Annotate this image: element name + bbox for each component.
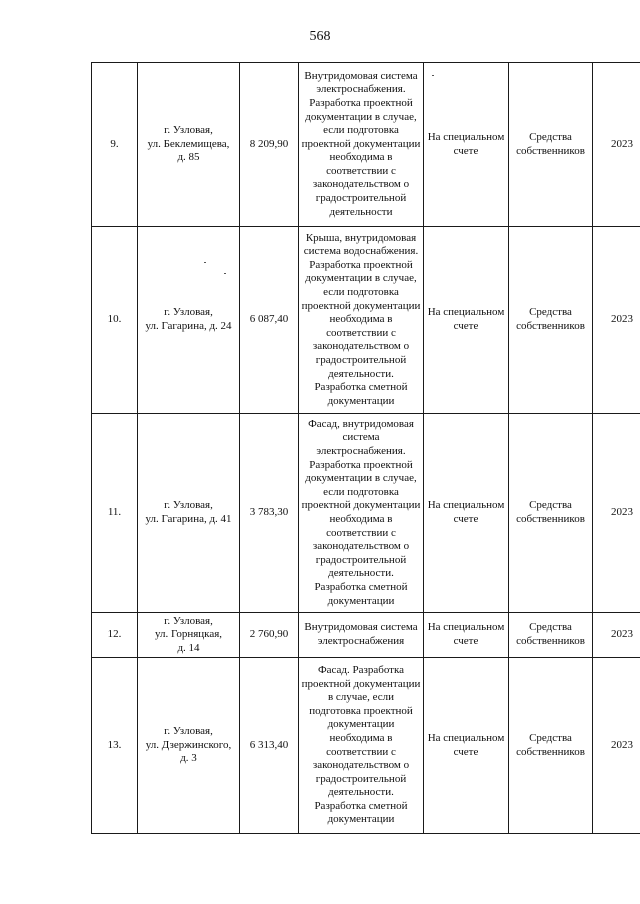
- year-cell: 2023: [593, 63, 640, 227]
- account-type-cell: На специальном счете: [424, 613, 509, 658]
- row-number: 12.: [92, 613, 138, 658]
- cost-cell: 6 313,40: [240, 658, 299, 834]
- funding-source-cell: Средства собственников: [509, 63, 593, 227]
- address-cell: г. Узловая, ул. Беклемищева, д. 85: [138, 63, 240, 227]
- cost-cell: 2 760,90: [240, 613, 299, 658]
- year-cell: 2023: [593, 658, 640, 834]
- scan-speck: [224, 273, 226, 274]
- scan-speck: [204, 262, 206, 263]
- address-cell: г. Узловая, ул. Горняцкая, д. 14: [138, 613, 240, 658]
- row-number: 10.: [92, 227, 138, 414]
- repair-schedule-table: [91, 62, 640, 834]
- account-type-cell: На специальном счете: [424, 414, 509, 613]
- account-type-cell: На специальном счете: [424, 227, 509, 414]
- account-type-cell: На специальном счете: [424, 63, 509, 227]
- table-row: [92, 613, 640, 658]
- cost-cell: 6 087,40: [240, 227, 299, 414]
- funding-source-cell: Средства собственников: [509, 658, 593, 834]
- address-cell: г. Узловая, ул. Дзержинского, д. 3: [138, 658, 240, 834]
- account-type-cell: На специальном счете: [424, 658, 509, 834]
- cost-cell: 3 783,30: [240, 414, 299, 613]
- year-cell: 2023: [593, 414, 640, 613]
- work-type-cell: Внутридомовая система электроснабжения: [299, 613, 424, 658]
- page-number: 568: [309, 29, 331, 44]
- row-number: 9.: [92, 63, 138, 227]
- table-row: [92, 414, 640, 613]
- work-type-cell: Внутридомовая система электроснабжения. Разработка проектной документации в случае, если подготовка проектной документации необходима в соответствии с законодательством о градостроительной деятельности: [299, 63, 424, 227]
- address-cell: г. Узловая, ул. Гагарина, д. 41: [138, 414, 240, 613]
- funding-source-cell: Средства собственников: [509, 414, 593, 613]
- work-type-cell: Крыша, внутридомовая система водоснабжения. Разработка проектной документации в случае, если подготовка проектной документации необходима в соответствии с законодательством о градостроительной деятельности. Разработка сметной документации: [299, 227, 424, 414]
- scan-speck: [432, 75, 434, 76]
- year-cell: 2023: [593, 613, 640, 658]
- table-row: [92, 63, 640, 227]
- funding-source-cell: Средства собственников: [509, 227, 593, 414]
- work-type-cell: Фасад, внутридомовая система электроснабжения. Разработка проектной документации в случае, если подготовка проектной документации необходима в соответствии с законодательством о градостроительной деятельности. Разработка сметной документации: [299, 414, 424, 613]
- work-type-cell: Фасад. Разработка проектной документации в случае, если подготовка проектной документации необходима в соответствии с законодательством о градостроительной деятельности. Разработка сметной документации: [299, 658, 424, 834]
- row-number: 13.: [92, 658, 138, 834]
- row-number: 11.: [92, 414, 138, 613]
- year-cell: 2023: [593, 227, 640, 414]
- cost-cell: 8 209,90: [240, 63, 299, 227]
- table-row: [92, 658, 640, 834]
- address-cell: г. Узловая, ул. Гагарина, д. 24: [138, 227, 240, 414]
- funding-source-cell: Средства собственников: [509, 613, 593, 658]
- table-row: [92, 227, 640, 414]
